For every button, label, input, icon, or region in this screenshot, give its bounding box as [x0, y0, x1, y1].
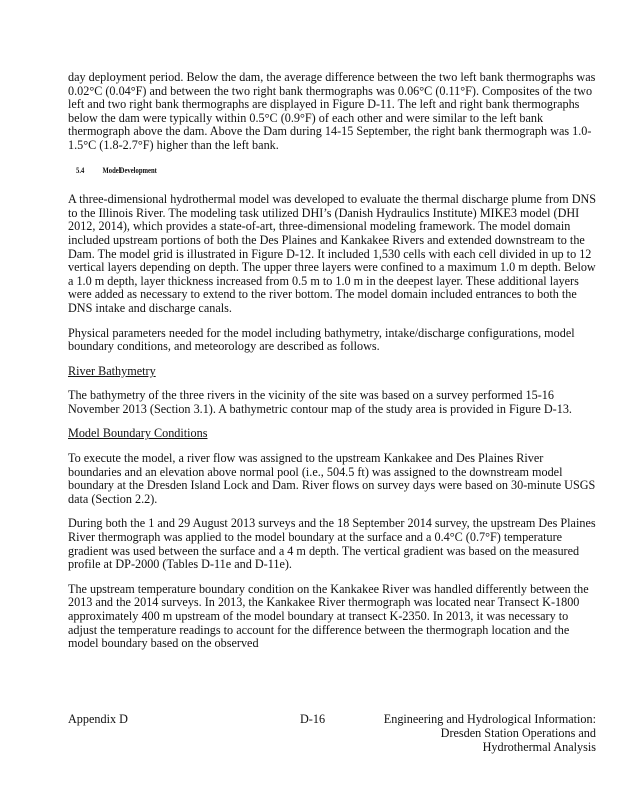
paragraph-des-plaines-boundary: During both the 1 and 29 August 2013 surveys and the 18 September 2014 survey, the upstream Des Plaines River thermograph was applied to the model boundary at the surface and a 0.4°C (0.7°F) temperature gradient was used between the surface and a 4 m depth. The vertical gradient was based on the measured profile at DP-2000 (Tables D-11e and D-11e). [68, 516, 596, 572]
section-number: 5.4 [76, 164, 85, 175]
section-heading [76, 164, 483, 178]
paragraph-deployment: day deployment period. Below the dam, the average difference between the two left bank thermographs was 0.02°C (0.04°F) and between the two right bank thermographs was 0.06°C (0.11°F). Composites of the two left and two right bank thermographs are displayed in Figure D-11. The left and right bank thermographs below the dam were typically within 0.5°C (0.9°F) of each other and were similar to the left bank thermograph above the dam. Above the Dam during 14-15 September, the right bank thermograph was 1.0-1.5°C (1.8-2.7°F) higher than the left bank. [68, 70, 596, 152]
body-text [68, 71, 598, 662]
section-title-word-1: Model [102, 164, 121, 175]
footer-title-line-2: Dresden Station Operations and [440, 726, 596, 740]
paragraph-bathymetry: The bathymetry of the three rivers in the vicinity of the site was based on a survey performed 15-16 November 2013 (Section 3.1). A bathymetric contour map of the study area is provided in Figure D-13. [68, 388, 572, 416]
footer-page-number: D-16 [300, 712, 326, 726]
footer-appendix-label: Appendix D [68, 712, 128, 726]
section-title-word-2: Development [119, 164, 157, 175]
subheading-model-boundary-conditions: Model Boundary Conditions [68, 426, 208, 441]
paragraph-model-overview: A three-dimensional hydrothermal model was developed to evaluate the thermal discharge plume from DNS to the Illinois River. The modeling task utilized DHI’s (Danish Hydraulics Institute) MIKE3 model (DHI 2012, 2014), which provides a state-of-art, three-dimensional modeling framework. The model domain included upstream portions of both the Des Plaines and Kankakee Rivers and extended downstream to the Dam. The model grid is illustrated in Figure D-12. It included 1,530 cells with each cell divided in up to 12 vertical layers depending on depth. The upper three layers were confined to a maximum 1.0 m depth. Below a 1.0 m depth, layer thickness increased from 0.5 m to 1.0 m in the deepest layer. These additional layers were added as necessary to extend to the river bottom. The model domain included entrances to both the DNS intake and discharge canals. [68, 192, 597, 315]
subheading-river-bathymetry: River Bathymetry [68, 363, 156, 378]
footer-title-line-1: Engineering and Hydrological Information: [383, 712, 596, 726]
paragraph-kankakee-boundary: The upstream temperature boundary condition on the Kankakee River was handled differently between the 2013 and the 2014 surveys. In 2013, the Kankakee River thermograph was located near Transect K-1800 approximately 400 m upstream of the model boundary at transect K-2350. In 2013, it was necessary to adjust the temperature readings to account for the difference between the thermograph location and the model boundary based on the observed [68, 581, 589, 651]
footer-report-title [336, 712, 596, 754]
paragraph-physical-parameters: Physical parameters needed for the model including bathymetry, intake/discharge configurations, model boundary conditions, and meteorology are described as follows. [68, 325, 575, 354]
paragraph-river-flow: To execute the model, a river flow was assigned to the upstream Kankakee and Des Plaines River boundaries and an elevation above normal pool (i.e., 504.5 ft) was assigned to the downstream model boundary at the Dresden Island Lock and Dam. River flows on survey days were based on 30-minute USGS data (Section 2.2). [68, 451, 596, 506]
footer-title-line-3: Hydrothermal Analysis [482, 740, 596, 754]
